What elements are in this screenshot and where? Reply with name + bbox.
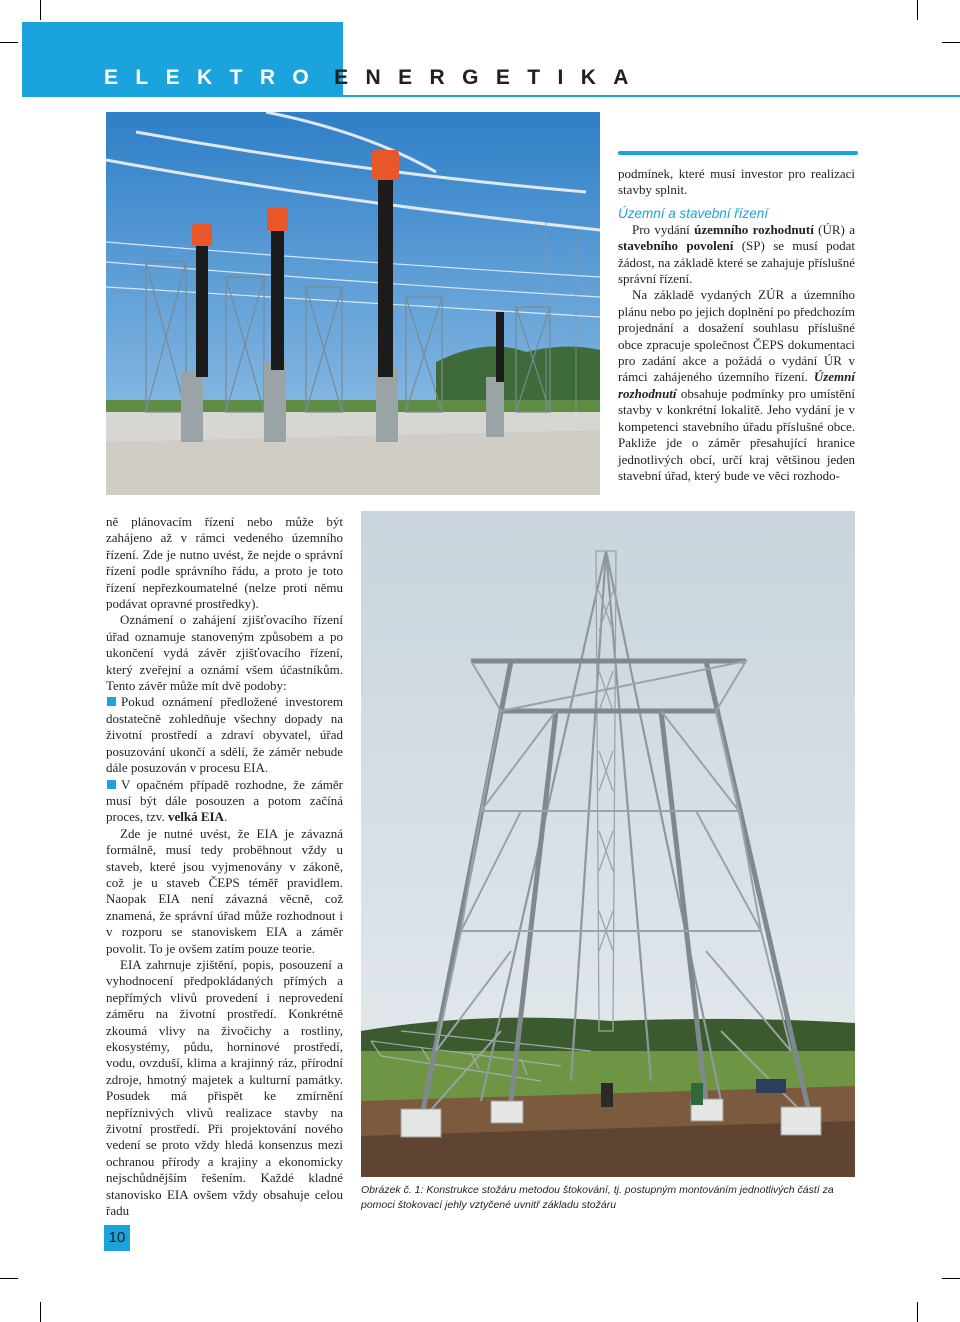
paragraph: [618, 287, 855, 484]
emphasis-text: stavebního povolení: [618, 238, 734, 254]
crop-mark: [0, 1278, 18, 1279]
section-title: [104, 66, 744, 90]
bullet-item: [106, 694, 343, 776]
text-run: .: [223, 809, 228, 825]
bullet-text: [106, 777, 343, 825]
bullet-marker: [107, 697, 116, 706]
page-number: 10: [104, 1225, 130, 1251]
text-run: (SP) se musí podat žádost, na základě které se zahajuje příslušné správní řízení.: [618, 238, 855, 287]
bullet-item: [106, 777, 343, 826]
paragraph: Zde je nutné uvést, že EIA je závazná formálně, musí tedy proběhnout vždy u staveb, které jsou vyjmenovány v zákoně, což je u staveb ČEPS téměř pravidlem. Naopak EIA není závazná věcně, což znamená, že správní úřad může rozhodnout i v rozporu se stanoviskem EIA a záměr povolit. To je ovšem zatím pouze teorie.: [106, 825, 343, 956]
emphasis-text: Územní rozhodnutí: [618, 369, 855, 401]
crop-mark: [40, 1302, 41, 1322]
section-title-word1: ELEKTRO: [104, 66, 327, 89]
crop-mark: [942, 1278, 960, 1279]
paragraph: EIA zahrnuje zjištění, popis, posouzení a vyhodnocení předpokládaných přímých a nepřímých vlivů provedení i neprovedení záměru na životní prostředí. Konkrétně zkoumá vlivy na živočichy a rostliny, ekosystémy, půdu, horninové prostředí, vodu, ovzduší, klima a krajinný ráz, přírodní zdroje, hmotný majetek a kulturní památky. Posudek má přispět ke zmírnění nepříznivých vlivů realizace stavby na životní prostředí. Při projektování nového vedení se proto vždy hledá konsenzus mezi ochranou přírody a krajiny a ekonomicky nejschůdnějším řešením. Každé kladné stanovisko EIA ovšem vždy obsahuje celou řadu: [106, 956, 343, 1219]
crop-mark: [917, 1302, 918, 1322]
left-column: [106, 514, 343, 1219]
crop-mark: [40, 0, 41, 20]
text-run: Na základě vydaných ZÚR a územního plánu nebo po jejich doplnění po předchozím projednání a dosažení souhlasu příslušné obce zpracuje společnost ČEPS dokumentaci pro zadání akce a požádá o vydání ÚR v rámci zahájeného územního řízení.: [618, 287, 855, 385]
substation-photo: [106, 112, 600, 495]
emphasis-text: územního rozhodnutí: [694, 221, 814, 237]
paragraph: [618, 222, 855, 288]
section-heading: Územní a stavební řízení: [618, 205, 769, 221]
paragraph: podmínek, které musí investor pro realizaci stavby splnit.: [618, 166, 855, 198]
crop-mark: [942, 42, 960, 43]
bullet-text: Pokud oznámení předložené investorem dostatečně zohledňuje všechny dopady na životní prostředí a zdraví obyvatel, úřad posuzování ukončí a sdělí, že záměr nebude dále posuzován v procesu EIA.: [106, 694, 343, 776]
text-run: V opačném případě rozhodne, že záměr musí být dále posouzen a potom začíná proces, tzv.: [106, 776, 343, 825]
paragraph: Oznámení o zahájení zjišťovacího řízení úřad oznamuje stanoveným způsobem a po ukončení vydá závěr zjišťovacího řízení, který zveřejní a oznámí všem účastníkům. Tento závěr může mít dvě podoby:: [106, 612, 343, 694]
emphasis-text: velká EIA: [167, 809, 224, 825]
bullet-marker: [107, 780, 116, 789]
figure-caption: Obrázek č. 1: Konstrukce stožáru metodou štokování, tj. postupným montováním jednotlivých částí za pomoci štokovací jehly vztyčené uvnitř základu stožáru: [361, 1184, 834, 1211]
text-run: obsahuje podmínky pro umístění stavby v konkrétní lokalitě. Jeho vydání je v kompetenci stavebního úřadu příslušné obce. Pakliže jde o záměr přesahující hranice jednotlivých obcí, určí kraj většinou jeden stavební úřad, který bude ve věci rozhodo-: [618, 385, 855, 483]
column-rule: [618, 151, 858, 155]
crop-mark: [917, 0, 918, 20]
right-column: [618, 166, 855, 484]
text-run: Pro vydání: [632, 221, 695, 237]
header-rule: [343, 95, 960, 97]
tower-construction-photo: [361, 511, 855, 1177]
text-run: (ÚR) a: [813, 221, 855, 237]
crop-mark: [0, 42, 18, 43]
section-title-word2: ENERGETIKA: [334, 66, 646, 89]
paragraph: ně plánovacím řízení nebo může být zahájeno až v rámci vedeného územního řízení. Zde je nutno uvést, že nejde o správní řízení podle správního řádu, a proto je toto řízení nepřezkoumatelné (nelze proti němu podávat opravné prostředky).: [106, 514, 343, 612]
